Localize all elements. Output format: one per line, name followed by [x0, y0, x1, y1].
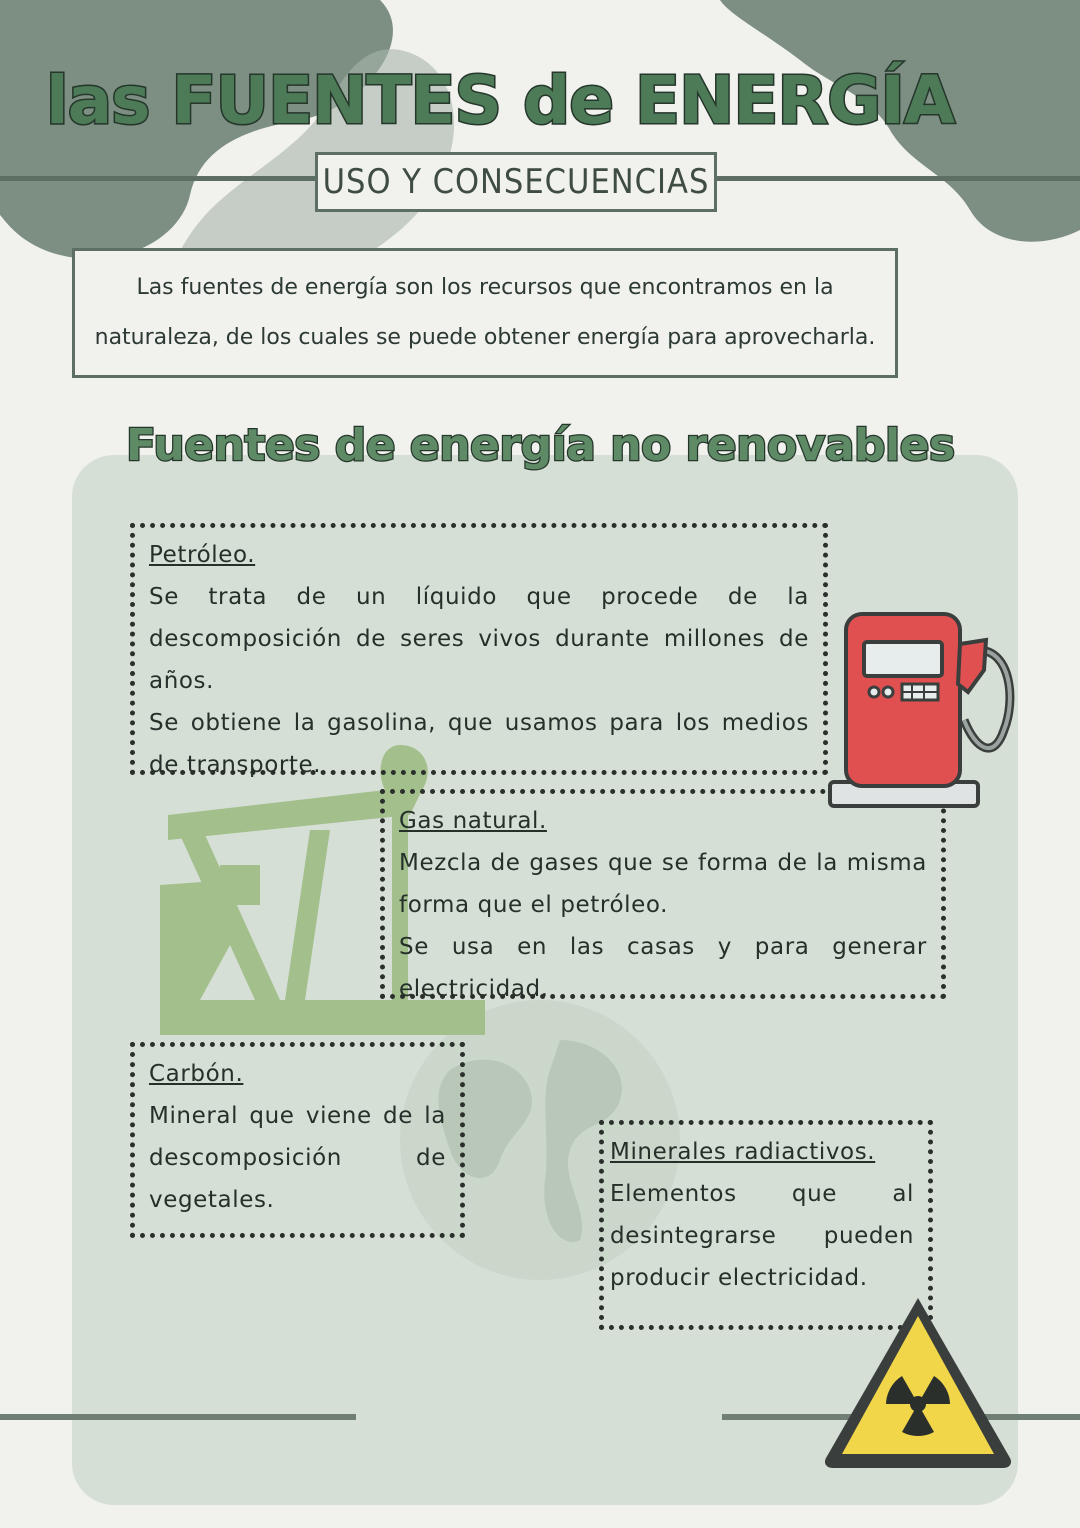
card-text: Mezcla de gases que se forma de la misma forma que el petróleo. [399, 850, 927, 918]
card-gas-natural [380, 789, 946, 1002]
section-title: Fuentes de energía no renovables [126, 420, 955, 471]
intro-line-1: Las fuentes de energía son los recursos que encontramos en la [136, 275, 834, 300]
page-title: las FUENTES de ENERGÍA [45, 62, 955, 139]
card-text: Se usa en las casas y para generar electricidad. [399, 934, 927, 1002]
card-heading: Petróleo. [149, 542, 256, 568]
intro-line-2: naturaleza, de los cuales se puede obtener energía para aprovecharla. [94, 325, 876, 350]
subtitle-text: USO Y CONSECUENCIAS [322, 162, 710, 202]
card-text: Mineral que viene de la descomposición de vegetales. [149, 1103, 446, 1213]
intro-definition-box [72, 248, 898, 378]
card-heading: Carbón. [149, 1061, 244, 1087]
footer-rule-left [0, 1414, 356, 1420]
card-text: Elementos que al desintegrarse pueden producir electricidad. [610, 1181, 914, 1291]
card-text: Se obtiene la gasolina, que usamos para los medios de transporte. [149, 710, 809, 778]
header-rule-right [710, 176, 1080, 181]
card-petroleo [130, 523, 828, 778]
fuel-pump-icon [826, 610, 1026, 810]
radiation-icon [818, 1290, 1018, 1472]
page-subtitle [315, 152, 717, 212]
card-heading: Minerales radiactivos. [610, 1139, 876, 1165]
card-carbon [130, 1042, 465, 1238]
header-rule-left [0, 176, 316, 181]
card-text: Se trata de un líquido que procede de la descomposición de seres vivos durante millones de años. [149, 584, 809, 694]
card-heading: Gas natural. [399, 808, 547, 834]
